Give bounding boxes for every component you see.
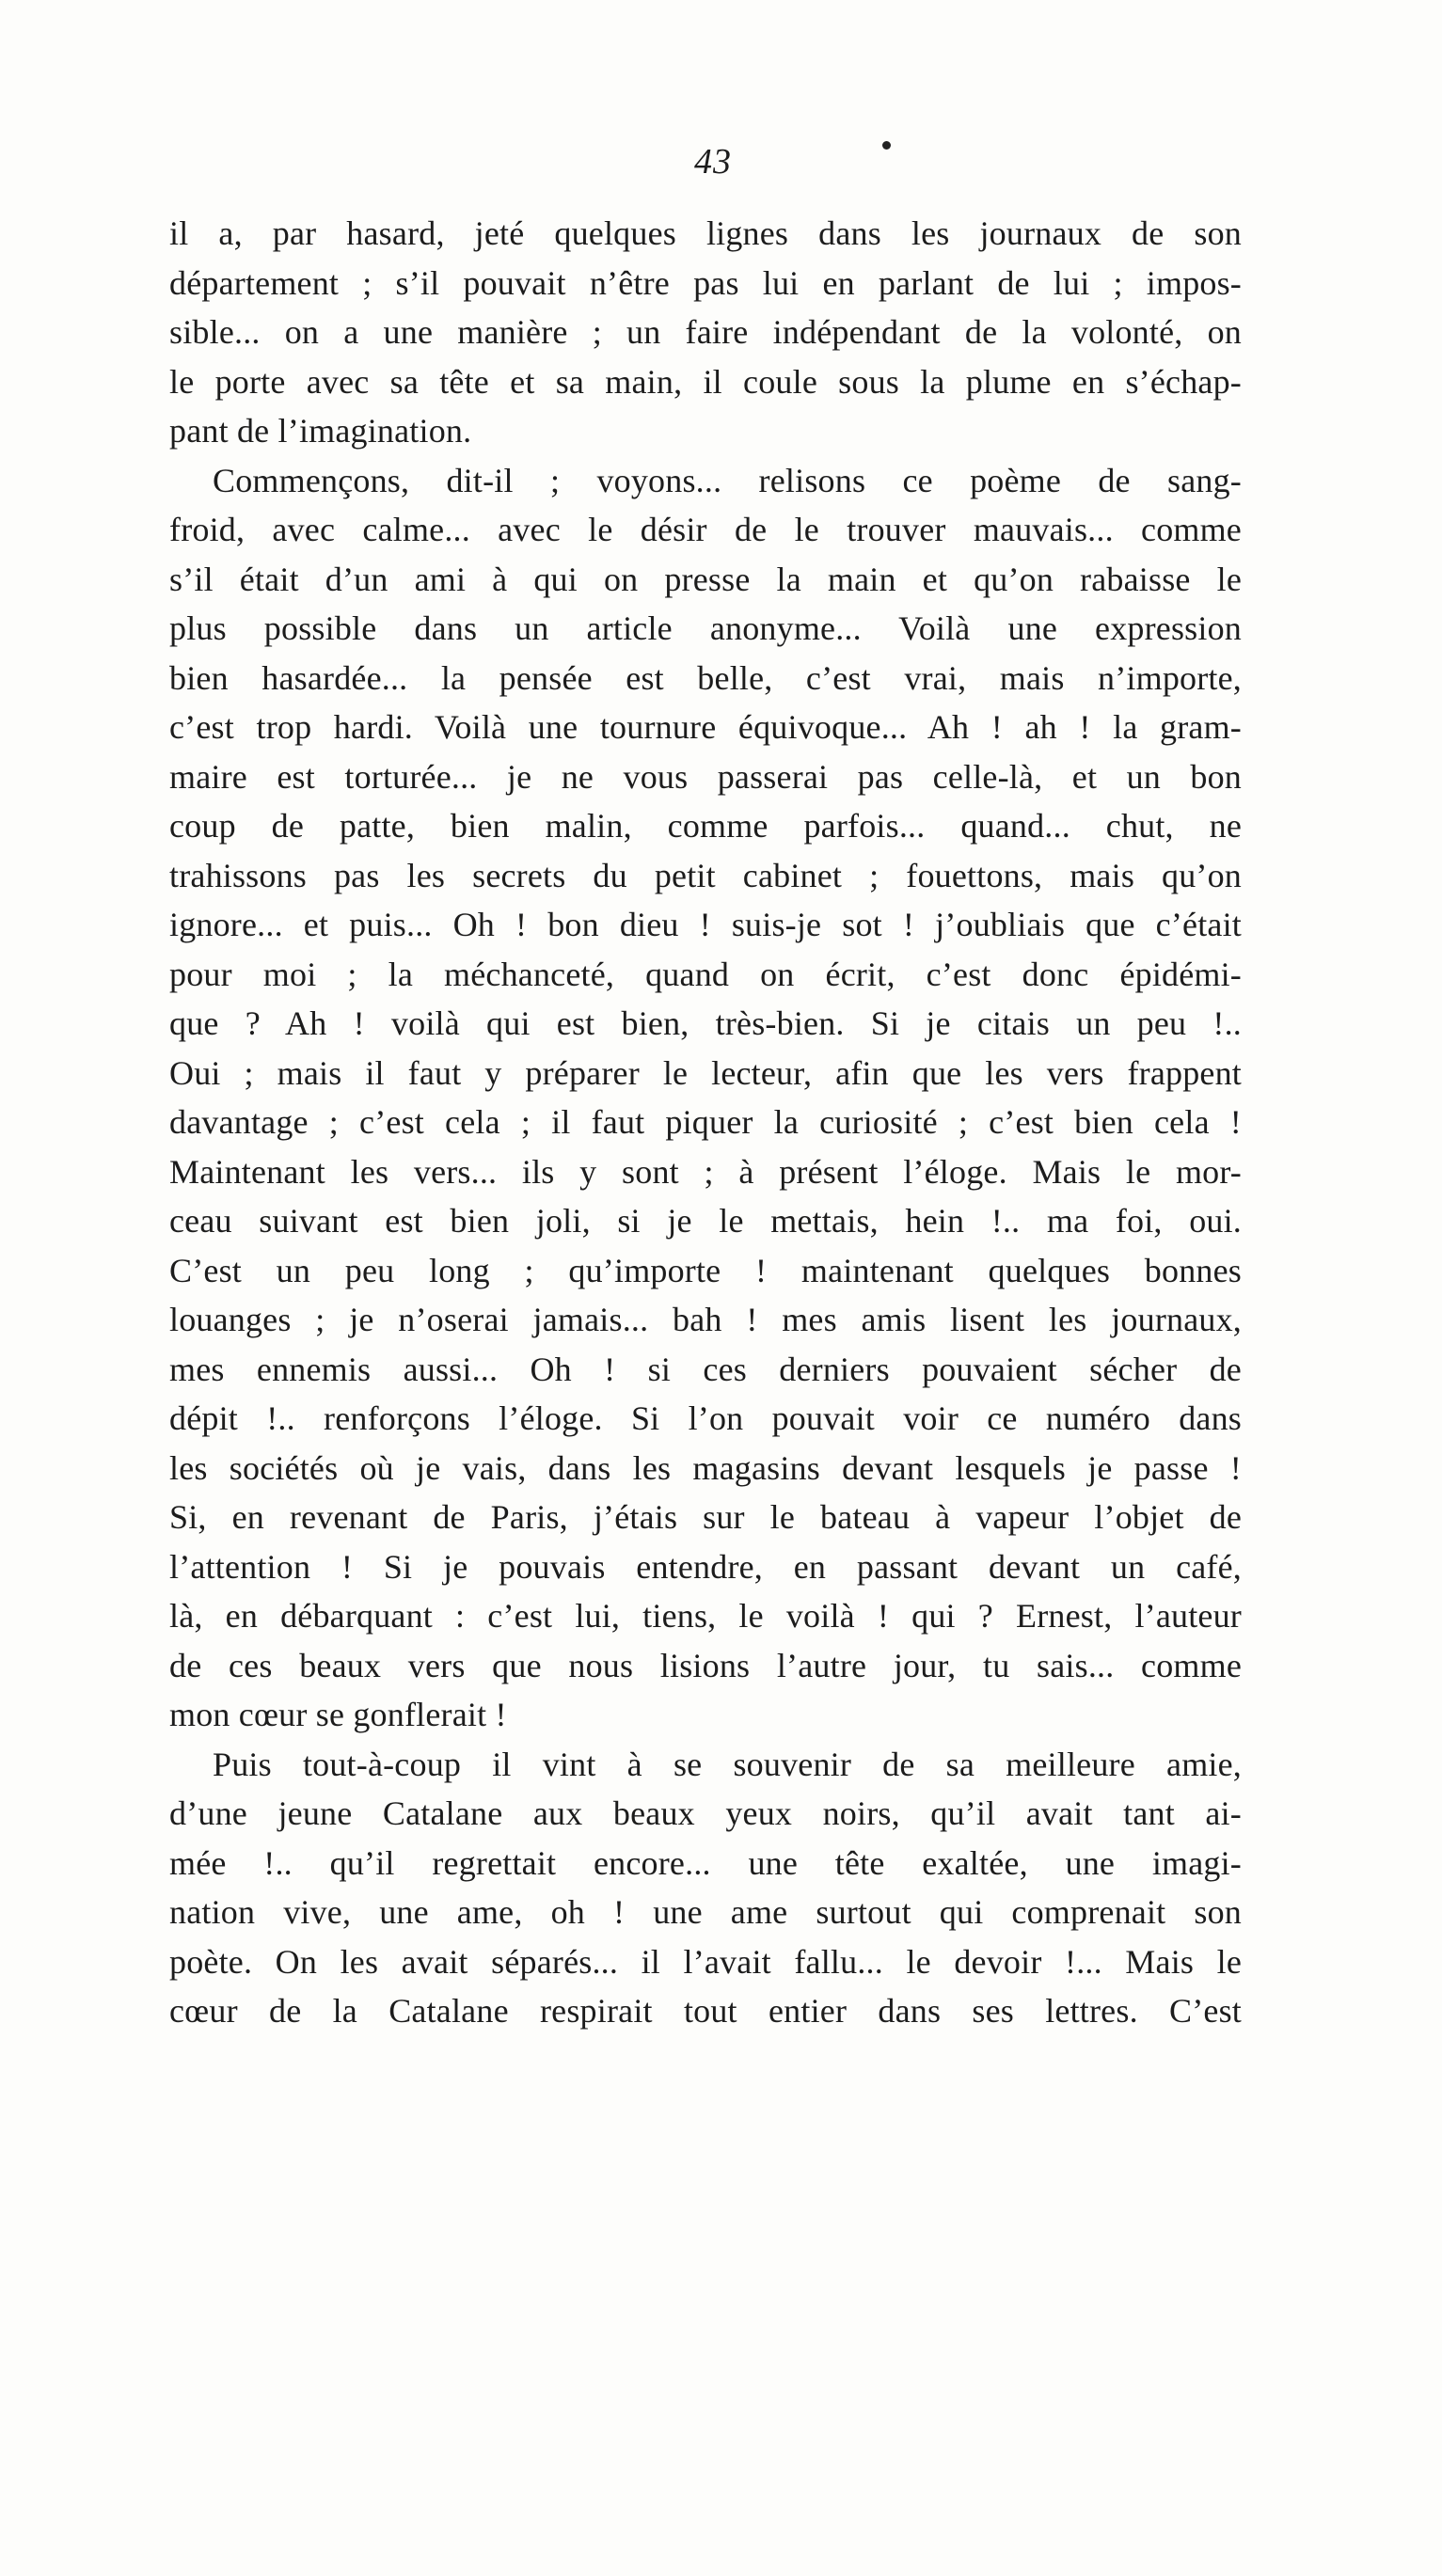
text-line: dépit !.. renforçons l’éloge. Si l’on pouvait voir ce numéro dans bbox=[169, 1399, 1242, 1437]
text-line: c’est trop hardi. Voilà une tournure équivoque... Ah ! ah ! la gram- bbox=[169, 708, 1242, 746]
text-line: nation vive, une ame, oh ! une ame surtout qui comprenait son bbox=[169, 1893, 1242, 1931]
text-line: les sociétés où je vais, dans les magasins devant lesquels je passe ! bbox=[169, 1448, 1242, 1487]
text-line: froid, avec calme... avec le désir de le trouver mauvais... comme bbox=[169, 511, 1242, 548]
text-line: s’il était d’un ami à qui on presse la main et qu’on rabaisse le bbox=[169, 560, 1242, 598]
text-line: là, en débarquant : c’est lui, tiens, le voilà ! qui ? Ernest, l’auteur bbox=[169, 1597, 1242, 1635]
text-line: plus possible dans un article anonyme... Voilà une expression bbox=[169, 609, 1242, 647]
text-line: ceau suivant est bien joli, si je le mettais, hein !.. ma foi, oui. bbox=[169, 1202, 1242, 1240]
text-line: Puis tout-à-coup il vint à se souvenir de sa meilleure amie, bbox=[213, 1745, 1242, 1783]
text-line: cœur de la Catalane respirait tout entier dans ses lettres. C’est bbox=[169, 1992, 1242, 2030]
text-line: coup de patte, bien malin, comme parfois... quand... chut, ne bbox=[169, 807, 1242, 845]
text-line: poète. On les avait séparés... il l’avait fallu... le devoir !... Mais le bbox=[169, 1942, 1242, 1981]
text-line: d’une jeune Catalane aux beaux yeux noirs, qu’il avait tant ai- bbox=[169, 1794, 1242, 1832]
text-line: ignore... et puis... Oh ! bon dieu ! suis-je sot ! j’oubliais que c’était bbox=[169, 906, 1242, 943]
text-line: département ; s’il pouvait n’être pas lui en parlant de lui ; impos- bbox=[169, 263, 1242, 302]
text-line: Oui ; mais il faut y préparer le lecteur, afin que les vers frappent bbox=[169, 1053, 1242, 1092]
text-line: mée !.. qu’il regrettait encore... une tête exaltée, une imagi- bbox=[169, 1843, 1242, 1882]
text-line: Commençons, dit-il ; voyons... relisons ce poème de sang- bbox=[213, 461, 1242, 499]
text-line: le porte avec sa tête et sa main, il coule sous la plume en s’échap- bbox=[169, 362, 1242, 401]
text-line: il a, par hasard, jeté quelques lignes dans les journaux de son bbox=[169, 214, 1242, 252]
text-line: trahissons pas les secrets du petit cabinet ; fouettons, mais qu’on bbox=[169, 856, 1242, 894]
printer-mark bbox=[882, 141, 891, 150]
text-line: C’est un peu long ; qu’importe ! maintenant quelques bonnes bbox=[169, 1251, 1242, 1289]
text-line: louanges ; je n’oserai jamais... bah ! mes amis lisent les journaux, bbox=[169, 1301, 1242, 1338]
text-line: sible... on a une manière ; un faire indépendant de la volonté, on bbox=[169, 313, 1242, 351]
text-line: bien hasardée... la pensée est belle, c’est vrai, mais n’importe, bbox=[169, 658, 1242, 697]
text-line: pant de l’imagination. bbox=[169, 412, 472, 450]
text-line: mon cœur se gonflerait ! bbox=[169, 1696, 507, 1733]
text-line: Maintenant les vers... ils y sont ; à présent l’éloge. Mais le mor- bbox=[169, 1152, 1242, 1191]
text-line: mes ennemis aussi... Oh ! si ces derniers pouvaient sécher de bbox=[169, 1350, 1242, 1388]
body-text bbox=[169, 209, 1242, 2036]
text-line: pour moi ; la méchanceté, quand on écrit, c’est donc épidémi- bbox=[169, 955, 1242, 993]
text-line: davantage ; c’est cela ; il faut piquer la curiosité ; c’est bien cela ! bbox=[169, 1103, 1242, 1141]
text-line: de ces beaux vers que nous lisions l’autre jour, tu sais... comme bbox=[169, 1646, 1242, 1684]
text-line: que ? Ah ! voilà qui est bien, très-bien. Si je citais un peu !.. bbox=[169, 1004, 1242, 1042]
text-line: l’attention ! Si je pouvais entendre, en passant devant un café, bbox=[169, 1547, 1242, 1586]
text-line: Si, en revenant de Paris, j’étais sur le bateau à vapeur l’objet de bbox=[169, 1498, 1242, 1536]
page-number: 43 bbox=[694, 142, 732, 182]
text-line: maire est torturée... je ne vous passerai pas celle-là, et un bon bbox=[169, 757, 1242, 796]
